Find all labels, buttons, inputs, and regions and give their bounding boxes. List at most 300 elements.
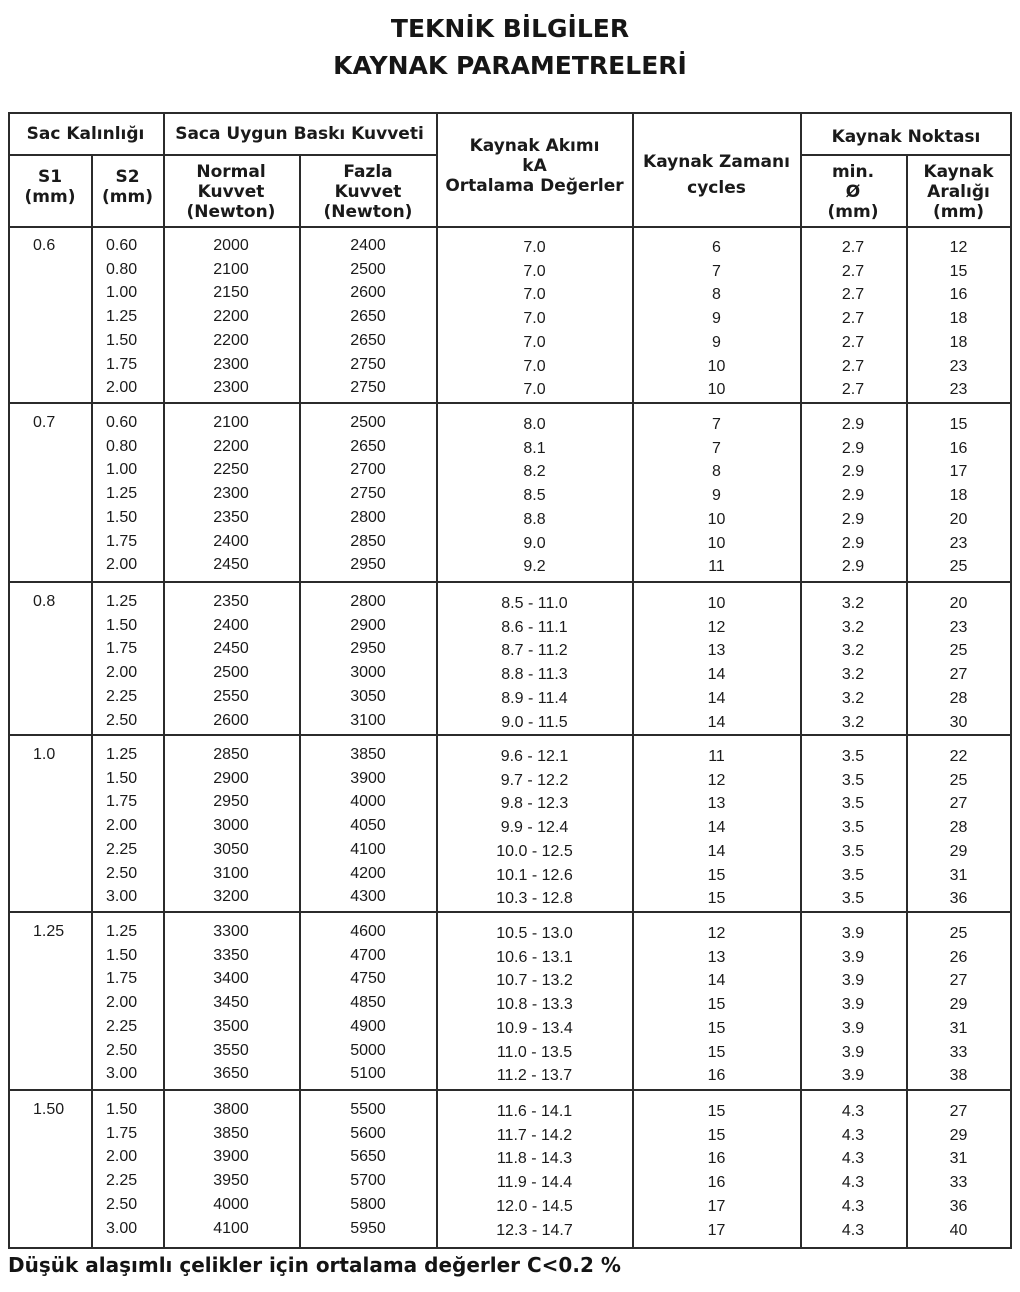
spacing-cell: 23 bbox=[949, 357, 968, 375]
normal-force-cell: 2450 bbox=[213, 556, 249, 574]
cycles-cell: 14 bbox=[707, 972, 726, 990]
cycles-cell: 15 bbox=[707, 1103, 726, 1120]
current-cell: 10.5 - 13.0 bbox=[496, 925, 573, 942]
s2-cell: 1.00 bbox=[106, 284, 138, 302]
cycles-cell: 9 bbox=[712, 333, 721, 351]
current-cell: 8.5 bbox=[523, 487, 546, 505]
normal-force-cell: 3550 bbox=[213, 1041, 249, 1059]
current-cell: 9.6 - 12.1 bbox=[500, 748, 569, 765]
s2-cell: 1.00 bbox=[106, 461, 138, 479]
min-diameter-cell: 2.9 bbox=[841, 439, 865, 457]
normal-force-cell: 2100 bbox=[213, 260, 249, 278]
s1-cell: 0.8 bbox=[33, 593, 56, 610]
normal-force-cell: 3850 bbox=[213, 1124, 249, 1142]
spacing-cell: 29 bbox=[949, 996, 968, 1014]
excess-force-cell: 2900 bbox=[350, 616, 386, 634]
header-kaynak-zamani: Kaynak Zamanı cycles bbox=[643, 152, 790, 198]
normal-force-cell: 2250 bbox=[213, 461, 249, 479]
current-cell: 12.0 - 14.5 bbox=[496, 1197, 573, 1215]
excess-force-cell: 2750 bbox=[350, 355, 386, 373]
s2-cell: 1.50 bbox=[106, 769, 138, 787]
min-diameter-cell: 3.9 bbox=[841, 948, 865, 966]
current-cell: 10.8 - 13.3 bbox=[496, 996, 573, 1014]
current-cell: 10.9 - 13.4 bbox=[496, 1019, 573, 1037]
header-divider bbox=[800, 154, 1012, 156]
s2-cell: 2.00 bbox=[106, 817, 138, 835]
cycles-cell: 15 bbox=[707, 1043, 726, 1061]
header-normal-kuvvet: Normal Kuvvet (Newton) bbox=[186, 162, 276, 222]
cycles-cell: 10 bbox=[707, 595, 726, 612]
excess-force-cell: 4850 bbox=[350, 994, 386, 1012]
spacing-cell: 18 bbox=[949, 487, 968, 505]
page-title-line1: TEKNİK BİLGİLER bbox=[390, 14, 630, 43]
min-diameter-cell: 2.7 bbox=[841, 357, 865, 375]
s2-cell: 3.00 bbox=[106, 1219, 138, 1237]
spacing-cell: 17 bbox=[949, 463, 968, 481]
min-diameter-cell: 2.9 bbox=[841, 534, 865, 552]
normal-force-cell: 2150 bbox=[213, 284, 249, 302]
min-diameter-cell: 2.7 bbox=[841, 333, 865, 351]
spacing-cell: 38 bbox=[949, 1067, 968, 1085]
s2-cell: 2.50 bbox=[106, 711, 138, 729]
normal-force-cell: 2400 bbox=[213, 532, 249, 550]
spacing-cell: 30 bbox=[949, 713, 968, 731]
s2-cell: 3.00 bbox=[106, 888, 138, 906]
normal-force-cell: 2550 bbox=[213, 687, 249, 705]
current-cell: 7.0 bbox=[523, 381, 546, 399]
min-diameter-cell: 2.7 bbox=[841, 262, 865, 280]
spacing-cell: 33 bbox=[949, 1174, 968, 1192]
header-baski-kuvveti: Saca Uygun Baskı Kuvveti bbox=[175, 124, 424, 144]
header-divider bbox=[8, 154, 437, 156]
s2-cell: 1.75 bbox=[106, 355, 138, 373]
min-diameter-cell: 4.3 bbox=[841, 1197, 865, 1215]
current-cell: 7.0 bbox=[523, 262, 546, 280]
spacing-cell: 12 bbox=[949, 239, 968, 256]
cycles-cell: 6 bbox=[712, 239, 721, 256]
current-cell: 9.9 - 12.4 bbox=[500, 819, 569, 837]
min-diameter-cell: 4.3 bbox=[841, 1174, 865, 1192]
header-kaynak-araligi: Kaynak Aralığı (mm) bbox=[923, 162, 994, 222]
table-border-bottom bbox=[8, 1247, 1012, 1249]
cycles-cell: 14 bbox=[707, 713, 726, 731]
normal-force-cell: 3100 bbox=[213, 864, 249, 882]
s2-cell: 1.50 bbox=[106, 946, 138, 964]
excess-force-cell: 2750 bbox=[350, 379, 386, 397]
page-title-line2: KAYNAK PARAMETRELERİ bbox=[333, 51, 687, 80]
min-diameter-cell: 3.9 bbox=[841, 972, 865, 990]
min-diameter-cell: 3.5 bbox=[841, 866, 865, 884]
spacing-cell: 22 bbox=[949, 748, 968, 765]
excess-force-cell: 3850 bbox=[350, 746, 386, 763]
normal-force-cell: 3300 bbox=[213, 923, 249, 940]
excess-force-cell: 4300 bbox=[350, 888, 386, 906]
normal-force-cell: 2900 bbox=[213, 769, 249, 787]
excess-force-cell: 4750 bbox=[350, 970, 386, 988]
spacing-cell: 15 bbox=[949, 416, 968, 433]
spacing-cell: 20 bbox=[949, 510, 968, 528]
current-cell: 11.2 - 13.7 bbox=[496, 1067, 573, 1085]
header-fazla-kuvvet: Fazla Kuvvet (Newton) bbox=[323, 162, 413, 222]
current-cell: 11.0 - 13.5 bbox=[496, 1043, 573, 1061]
s1-cell: 0.6 bbox=[33, 237, 56, 254]
excess-force-cell: 2650 bbox=[350, 308, 386, 326]
spacing-cell: 31 bbox=[949, 1019, 968, 1037]
current-cell: 8.1 bbox=[523, 439, 546, 457]
min-diameter-cell: 3.5 bbox=[841, 771, 865, 789]
cycles-cell: 9 bbox=[712, 310, 721, 328]
header-s2: S2 (mm) bbox=[102, 167, 153, 207]
spacing-cell: 25 bbox=[949, 642, 968, 660]
header-kaynak-akimi: Kaynak Akımı kA Ortalama Değerler bbox=[445, 136, 624, 196]
spacing-cell: 18 bbox=[949, 333, 968, 351]
current-cell: 11.9 - 14.4 bbox=[496, 1174, 573, 1192]
current-cell: 11.7 - 14.2 bbox=[496, 1126, 573, 1144]
spacing-cell: 28 bbox=[949, 819, 968, 837]
s2-cell: 0.60 bbox=[106, 237, 138, 254]
normal-force-cell: 2200 bbox=[213, 308, 249, 326]
excess-force-cell: 2950 bbox=[350, 640, 386, 658]
cycles-cell: 14 bbox=[707, 819, 726, 837]
spacing-cell: 36 bbox=[949, 1197, 968, 1215]
s2-cell: 1.25 bbox=[106, 923, 138, 940]
spacing-cell: 27 bbox=[949, 1103, 968, 1120]
s2-cell: 3.00 bbox=[106, 1065, 138, 1083]
excess-force-cell: 2500 bbox=[350, 260, 386, 278]
min-diameter-cell: 3.5 bbox=[841, 890, 865, 908]
s1-cell: 1.25 bbox=[33, 923, 65, 940]
s2-cell: 0.60 bbox=[106, 414, 138, 431]
spacing-cell: 27 bbox=[949, 666, 968, 684]
s1-cell: 0.7 bbox=[33, 414, 56, 431]
excess-force-cell: 4200 bbox=[350, 864, 386, 882]
normal-force-cell: 3450 bbox=[213, 994, 249, 1012]
current-cell: 8.2 bbox=[523, 463, 546, 481]
spacing-cell: 25 bbox=[949, 925, 968, 942]
excess-force-cell: 4900 bbox=[350, 1017, 386, 1035]
min-diameter-cell: 2.7 bbox=[841, 310, 865, 328]
current-cell: 10.1 - 12.6 bbox=[496, 866, 573, 884]
current-cell: 10.6 - 13.1 bbox=[496, 948, 573, 966]
s2-cell: 1.25 bbox=[106, 485, 138, 503]
group-divider bbox=[8, 581, 1012, 583]
spacing-cell: 16 bbox=[949, 439, 968, 457]
s1-cell: 1.50 bbox=[33, 1101, 65, 1118]
excess-force-cell: 2850 bbox=[350, 532, 386, 550]
excess-force-cell: 5800 bbox=[350, 1195, 386, 1213]
spacing-cell: 29 bbox=[949, 1126, 968, 1144]
cycles-cell: 13 bbox=[707, 795, 726, 813]
normal-force-cell: 2850 bbox=[213, 746, 249, 763]
current-cell: 7.0 bbox=[523, 286, 546, 304]
cycles-cell: 10 bbox=[707, 534, 726, 552]
group-divider bbox=[8, 402, 1012, 404]
s2-cell: 2.00 bbox=[106, 556, 138, 574]
normal-force-cell: 2600 bbox=[213, 711, 249, 729]
s2-cell: 1.75 bbox=[106, 970, 138, 988]
normal-force-cell: 4000 bbox=[213, 1195, 249, 1213]
s2-cell: 1.75 bbox=[106, 532, 138, 550]
spacing-cell: 15 bbox=[949, 262, 968, 280]
excess-force-cell: 5500 bbox=[350, 1101, 386, 1118]
min-diameter-cell: 3.9 bbox=[841, 1043, 865, 1061]
cycles-cell: 12 bbox=[707, 618, 726, 636]
normal-force-cell: 4100 bbox=[213, 1219, 249, 1237]
spacing-cell: 18 bbox=[949, 310, 968, 328]
cycles-cell: 8 bbox=[712, 463, 721, 481]
spacing-cell: 29 bbox=[949, 842, 968, 860]
current-cell: 9.7 - 12.2 bbox=[500, 771, 569, 789]
s2-cell: 2.50 bbox=[106, 864, 138, 882]
excess-force-cell: 2800 bbox=[350, 593, 386, 610]
current-cell: 8.8 bbox=[523, 510, 546, 528]
normal-force-cell: 2300 bbox=[213, 485, 249, 503]
normal-force-cell: 3200 bbox=[213, 888, 249, 906]
min-diameter-cell: 3.5 bbox=[841, 842, 865, 860]
group-divider bbox=[8, 734, 1012, 736]
cycles-cell: 17 bbox=[707, 1221, 726, 1239]
excess-force-cell: 2800 bbox=[350, 508, 386, 526]
spacing-cell: 33 bbox=[949, 1043, 968, 1061]
s2-cell: 1.50 bbox=[106, 1101, 138, 1118]
s2-cell: 2.00 bbox=[106, 1148, 138, 1166]
normal-force-cell: 2000 bbox=[213, 237, 249, 254]
spacing-cell: 25 bbox=[949, 771, 968, 789]
excess-force-cell: 2400 bbox=[350, 237, 386, 254]
min-diameter-cell: 3.2 bbox=[841, 618, 865, 636]
normal-force-cell: 2350 bbox=[213, 593, 249, 610]
s1-cell: 1.0 bbox=[33, 746, 56, 763]
cycles-cell: 16 bbox=[707, 1174, 726, 1192]
normal-force-cell: 3650 bbox=[213, 1065, 249, 1083]
footnote: Düşük alaşımlı çelikler için ortalama değerler C<0.2 % bbox=[8, 1253, 621, 1277]
s2-cell: 1.50 bbox=[106, 508, 138, 526]
excess-force-cell: 2700 bbox=[350, 461, 386, 479]
header-bottom-line bbox=[8, 226, 1012, 228]
min-diameter-cell: 4.3 bbox=[841, 1150, 865, 1168]
current-cell: 11.6 - 14.1 bbox=[496, 1103, 573, 1120]
excess-force-cell: 5700 bbox=[350, 1172, 386, 1190]
cycles-cell: 7 bbox=[712, 439, 721, 457]
table-border-top bbox=[8, 112, 1012, 114]
excess-force-cell: 2600 bbox=[350, 284, 386, 302]
s2-cell: 0.80 bbox=[106, 260, 138, 278]
s2-cell: 1.75 bbox=[106, 640, 138, 658]
current-cell: 9.8 - 12.3 bbox=[500, 795, 569, 813]
s2-cell: 1.50 bbox=[106, 616, 138, 634]
cycles-cell: 12 bbox=[707, 771, 726, 789]
current-cell: 7.0 bbox=[523, 310, 546, 328]
normal-force-cell: 3900 bbox=[213, 1148, 249, 1166]
excess-force-cell: 5950 bbox=[350, 1219, 386, 1237]
s2-cell: 0.80 bbox=[106, 437, 138, 455]
min-diameter-cell: 3.2 bbox=[841, 713, 865, 731]
spacing-cell: 25 bbox=[949, 558, 968, 576]
spacing-cell: 23 bbox=[949, 381, 968, 399]
min-diameter-cell: 2.7 bbox=[841, 239, 865, 256]
s2-cell: 1.50 bbox=[106, 331, 138, 349]
s2-cell: 2.00 bbox=[106, 379, 138, 397]
cycles-cell: 14 bbox=[707, 666, 726, 684]
current-cell: 8.9 - 11.4 bbox=[501, 689, 568, 707]
excess-force-cell: 5000 bbox=[350, 1041, 386, 1059]
cycles-cell: 15 bbox=[707, 996, 726, 1014]
min-diameter-cell: 2.9 bbox=[841, 510, 865, 528]
current-cell: 9.0 bbox=[523, 534, 546, 552]
excess-force-cell: 3100 bbox=[350, 711, 386, 729]
s2-cell: 1.25 bbox=[106, 593, 138, 610]
current-cell: 7.0 bbox=[523, 239, 546, 256]
normal-force-cell: 3500 bbox=[213, 1017, 249, 1035]
excess-force-cell: 5650 bbox=[350, 1148, 386, 1166]
spacing-cell: 27 bbox=[949, 795, 968, 813]
table-border-right bbox=[1010, 113, 1012, 1249]
header-s1: S1 (mm) bbox=[24, 167, 76, 207]
min-diameter-cell: 2.9 bbox=[841, 487, 865, 505]
excess-force-cell: 2950 bbox=[350, 556, 386, 574]
excess-force-cell: 4050 bbox=[350, 817, 386, 835]
normal-force-cell: 3800 bbox=[213, 1101, 249, 1118]
normal-force-cell: 2400 bbox=[213, 616, 249, 634]
excess-force-cell: 3050 bbox=[350, 687, 386, 705]
excess-force-cell: 5100 bbox=[350, 1065, 386, 1083]
normal-force-cell: 3050 bbox=[213, 840, 249, 858]
spacing-cell: 23 bbox=[949, 534, 968, 552]
min-diameter-cell: 2.9 bbox=[841, 463, 865, 481]
current-cell: 8.8 - 11.3 bbox=[501, 666, 568, 684]
cycles-cell: 11 bbox=[708, 558, 725, 576]
excess-force-cell: 3900 bbox=[350, 769, 386, 787]
spacing-cell: 26 bbox=[949, 948, 968, 966]
s2-cell: 1.25 bbox=[106, 746, 138, 763]
normal-force-cell: 2350 bbox=[213, 508, 249, 526]
normal-force-cell: 2950 bbox=[213, 793, 249, 811]
s2-cell: 2.50 bbox=[106, 1195, 138, 1213]
s2-cell: 2.00 bbox=[106, 664, 138, 682]
group-divider bbox=[8, 1089, 1012, 1091]
spacing-cell: 40 bbox=[949, 1221, 968, 1239]
cycles-cell: 15 bbox=[707, 1019, 726, 1037]
s2-cell: 2.00 bbox=[106, 994, 138, 1012]
cycles-cell: 14 bbox=[707, 689, 726, 707]
current-cell: 8.5 - 11.0 bbox=[501, 595, 568, 612]
min-diameter-cell: 2.9 bbox=[841, 416, 865, 433]
min-diameter-cell: 3.5 bbox=[841, 795, 865, 813]
excess-force-cell: 2650 bbox=[350, 331, 386, 349]
normal-force-cell: 3000 bbox=[213, 817, 249, 835]
cycles-cell: 16 bbox=[707, 1150, 726, 1168]
min-diameter-cell: 4.3 bbox=[841, 1221, 865, 1239]
excess-force-cell: 5600 bbox=[350, 1124, 386, 1142]
cycles-cell: 9 bbox=[712, 487, 721, 505]
min-diameter-cell: 2.7 bbox=[841, 286, 865, 304]
normal-force-cell: 2300 bbox=[213, 355, 249, 373]
excess-force-cell: 4100 bbox=[350, 840, 386, 858]
s2-cell: 1.25 bbox=[106, 308, 138, 326]
header-kaynak-noktasi: Kaynak Noktası bbox=[831, 127, 981, 147]
min-diameter-cell: 3.9 bbox=[841, 925, 865, 942]
current-cell: 10.3 - 12.8 bbox=[496, 890, 573, 908]
current-cell: 10.0 - 12.5 bbox=[496, 842, 573, 860]
cycles-cell: 15 bbox=[707, 866, 726, 884]
group-divider bbox=[8, 911, 1012, 913]
current-cell: 9.2 bbox=[523, 558, 546, 576]
cycles-cell: 11 bbox=[708, 748, 725, 765]
excess-force-cell: 3000 bbox=[350, 664, 386, 682]
cycles-cell: 14 bbox=[707, 842, 726, 860]
s2-cell: 2.25 bbox=[106, 840, 138, 858]
normal-force-cell: 2100 bbox=[213, 414, 249, 431]
min-diameter-cell: 3.9 bbox=[841, 1067, 865, 1085]
min-diameter-cell: 3.2 bbox=[841, 595, 865, 612]
current-cell: 12.3 - 14.7 bbox=[496, 1221, 573, 1239]
spacing-cell: 31 bbox=[949, 1150, 968, 1168]
cycles-cell: 13 bbox=[707, 642, 726, 660]
min-diameter-cell: 3.9 bbox=[841, 996, 865, 1014]
normal-force-cell: 2200 bbox=[213, 331, 249, 349]
header-sac-kalinligi: Sac Kalınlığı bbox=[26, 124, 145, 144]
spacing-cell: 28 bbox=[949, 689, 968, 707]
current-cell: 10.7 - 13.2 bbox=[496, 972, 573, 990]
s2-cell: 2.50 bbox=[106, 1041, 138, 1059]
s2-cell: 2.25 bbox=[106, 687, 138, 705]
min-diameter-cell: 3.2 bbox=[841, 666, 865, 684]
spacing-cell: 27 bbox=[949, 972, 968, 990]
excess-force-cell: 4600 bbox=[350, 923, 386, 940]
excess-force-cell: 2650 bbox=[350, 437, 386, 455]
cycles-cell: 10 bbox=[707, 510, 726, 528]
min-diameter-cell: 3.2 bbox=[841, 642, 865, 660]
s2-cell: 1.75 bbox=[106, 793, 138, 811]
cycles-cell: 15 bbox=[707, 890, 726, 908]
cycles-cell: 7 bbox=[712, 262, 721, 280]
cycles-cell: 16 bbox=[707, 1067, 726, 1085]
s2-cell: 2.25 bbox=[106, 1017, 138, 1035]
cycles-cell: 7 bbox=[712, 416, 721, 433]
min-diameter-cell: 3.2 bbox=[841, 689, 865, 707]
min-diameter-cell: 3.9 bbox=[841, 1019, 865, 1037]
excess-force-cell: 4000 bbox=[350, 793, 386, 811]
current-cell: 7.0 bbox=[523, 333, 546, 351]
cycles-cell: 10 bbox=[707, 357, 726, 375]
header-min-diameter: min. Ø (mm) bbox=[827, 162, 879, 222]
normal-force-cell: 3350 bbox=[213, 946, 249, 964]
excess-force-cell: 2750 bbox=[350, 485, 386, 503]
min-diameter-cell: 4.3 bbox=[841, 1126, 865, 1144]
current-cell: 9.0 - 11.5 bbox=[501, 713, 568, 731]
normal-force-cell: 2500 bbox=[213, 664, 249, 682]
min-diameter-cell: 2.7 bbox=[841, 381, 865, 399]
spacing-cell: 20 bbox=[949, 595, 968, 612]
normal-force-cell: 2450 bbox=[213, 640, 249, 658]
cycles-cell: 12 bbox=[707, 925, 726, 942]
normal-force-cell: 2300 bbox=[213, 379, 249, 397]
current-cell: 8.0 bbox=[523, 416, 546, 433]
col-divider bbox=[91, 155, 93, 1248]
normal-force-cell: 2200 bbox=[213, 437, 249, 455]
s2-cell: 1.75 bbox=[106, 1124, 138, 1142]
cycles-cell: 8 bbox=[712, 286, 721, 304]
min-diameter-cell: 4.3 bbox=[841, 1103, 865, 1120]
normal-force-cell: 3950 bbox=[213, 1172, 249, 1190]
cycles-cell: 10 bbox=[707, 381, 726, 399]
table-border-left bbox=[8, 113, 10, 1249]
spacing-cell: 36 bbox=[949, 890, 968, 908]
spacing-cell: 23 bbox=[949, 618, 968, 636]
current-cell: 11.8 - 14.3 bbox=[496, 1150, 573, 1168]
normal-force-cell: 3400 bbox=[213, 970, 249, 988]
cycles-cell: 17 bbox=[707, 1197, 726, 1215]
